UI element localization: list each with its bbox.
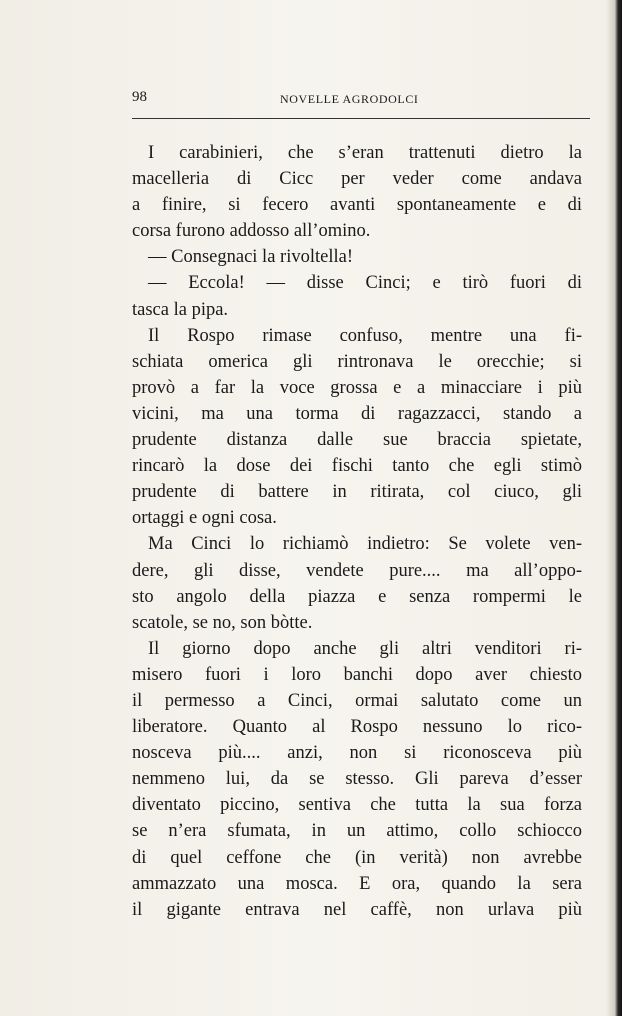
text-line: provò a far la voce grossa e a minacciare i più <box>132 377 582 398</box>
text-line: a finire, si fecero avanti spontaneamente e di <box>132 195 582 216</box>
text-line: Il Rospo rimase confuso, mentre una fi- <box>148 325 582 346</box>
page-header <box>132 86 590 110</box>
text-line: di quel ceffone che (in verità) non avrebbe <box>132 847 582 868</box>
header-rule <box>132 118 590 119</box>
text-line: misero fuori i loro banchi dopo aver chiesto <box>132 664 582 685</box>
text-line: il gigante entrava nel caffè, non urlava più <box>132 899 582 920</box>
text-line: prudente di battere in ritirata, col ciuco, gli <box>132 482 582 503</box>
text-line: Il giorno dopo anche gli altri venditori ri- <box>148 638 582 659</box>
text-line: nosceva più.... anzi, non si riconosceva più <box>132 743 582 764</box>
text-line: sto angolo della piazza e senza rompermi le <box>132 586 582 607</box>
text-line: liberatore. Quanto al Rospo nessuno lo rico- <box>132 717 582 738</box>
text-line: schiata omerica gli rintronava le orecchie; si <box>132 351 582 372</box>
text-line: se n’era sfumata, in un attimo, collo schiocco <box>132 821 582 842</box>
text-line: il permesso a Cinci, ormai salutato come un <box>132 690 582 711</box>
text-line: — Eccola! — disse Cinci; e tirò fuori di <box>148 273 582 294</box>
text-line: ortaggi e ogni cosa. <box>132 508 277 529</box>
text-line: tasca la pipa. <box>132 299 229 320</box>
text-line: macelleria di Cicc per veder come andava <box>132 169 582 190</box>
text-line: diventato piccino, sentiva che tutta la sua forza <box>132 795 582 816</box>
running-title: NOVELLE AGRODOLCI <box>280 92 419 106</box>
text-line: prudente distanza dalle sue braccia spietate, <box>132 430 582 451</box>
text-line: Ma Cinci lo richiamò indietro: Se volete ven- <box>148 534 582 555</box>
text-line: corsa furono addosso all’omino. <box>132 221 371 242</box>
body-text <box>132 140 582 923</box>
text-line: vicini, ma una torma di ragazzacci, stando a <box>132 403 582 424</box>
page-number: 98 <box>132 89 147 105</box>
page-edge-shadow <box>606 0 622 1016</box>
text-line: I carabinieri, che s’eran trattenuti dietro la <box>148 143 582 163</box>
text-line: nemmeno lui, da se stesso. Gli pareva d’esser <box>132 769 582 790</box>
text-line: dere, gli disse, vendete pure.... ma all’oppo- <box>132 560 582 581</box>
text-line: scatole, se no, son bòtte. <box>132 612 313 633</box>
text-line: ammazzato una mosca. E ora, quando la sera <box>132 873 582 894</box>
text-line: rincarò la dose dei fischi tanto che egli stimò <box>132 456 582 477</box>
text-line: — Consegnaci la rivoltella! <box>148 247 353 268</box>
